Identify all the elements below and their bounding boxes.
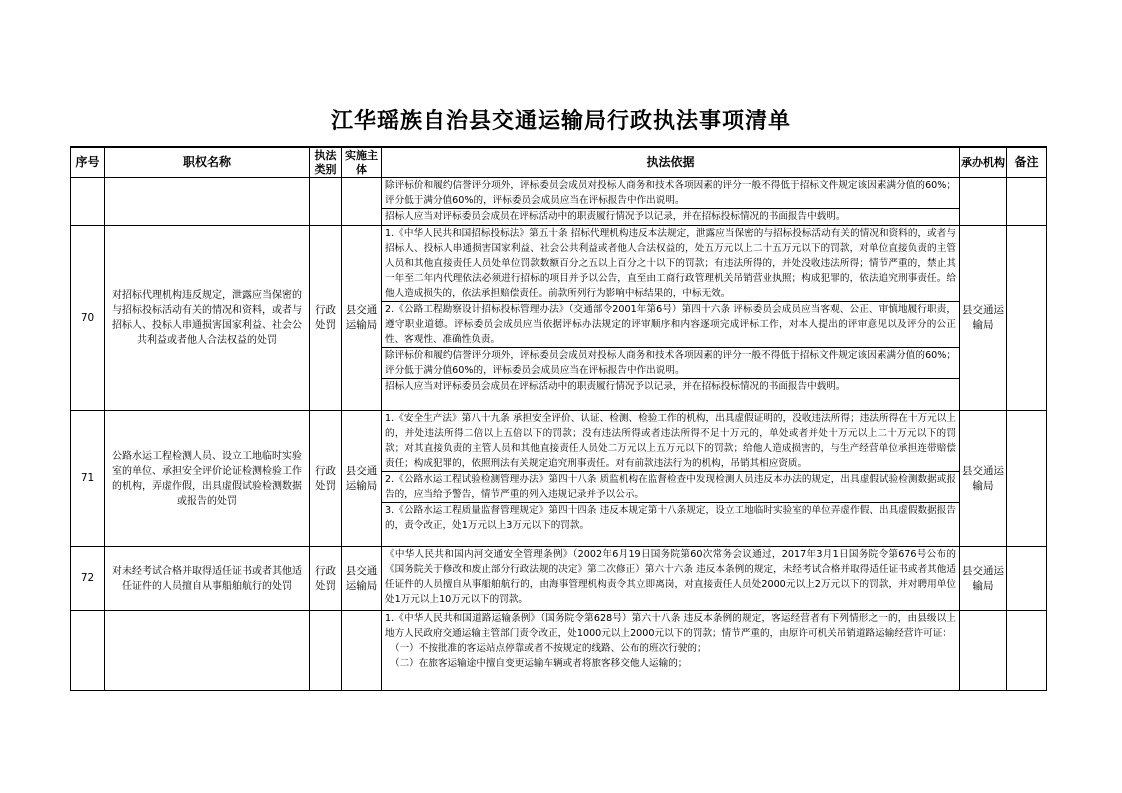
header-row	[71, 147, 1047, 178]
basis-paragraph: 《中华人民共和国内河交通安全管理条例》（2002年6月19日国务院第60次常务会议通过，2017年3月1日国务院令第676号公布的《国务院关于修改和废止部分行政法规的决定》第二次修正）第六十六条 违反本条例的规定，未经考试合格并取得适任证书或者其他适任证件的人员擅自从事船舶航行的，由海事管理机构责令其立即离岗，对直接责任人员处2000元以上2万元以下的罚款，并对聘用单位处1万元以上10万元以下的罚款。	[385, 549, 956, 605]
header-seq: 序号	[71, 147, 105, 178]
row-seq: 70	[71, 226, 105, 411]
table-row	[71, 547, 1047, 611]
row-remark	[1007, 611, 1047, 691]
row-seq: 72	[71, 547, 105, 611]
enforcement-table	[70, 146, 1047, 691]
row-seq: 71	[71, 411, 105, 547]
basis-paragraph: 2.《公路水运工程试验检测管理办法》第四十八条 质监机构在监督检查中发现检测人员违反本办法的规定，出具虚假试验检测数据或报告的，应当给予警告，情节严重的列入违规记录并予以公示。	[382, 471, 959, 502]
basis-paragraph: 1.《中华人民共和国道路运输条例》（国务院令第628号）第六十八条 违反本条例的规定，客运经营者有下列情形之一的，由县级以上地方人民政府交通运输主管部门责令改正，处1000元以上2000元以下的罚款；情节严重的，由原许可机关吊销道路运输经营许可证：	[385, 613, 956, 639]
row-type: 行政处罚	[310, 547, 342, 611]
row-basis	[382, 226, 960, 411]
table-row	[71, 411, 1047, 547]
row-name: 对招标代理机构违反规定，泄露应当保密的与招标投标活动有关的情况和资料，或者与招标人、投标人串通损害国家利益、社会公共利益或者他人合法权益的处罚	[105, 226, 310, 411]
row-basis	[382, 411, 960, 547]
basis-paragraph: 3.《公路水运工程质量监督管理规定》第四十四条 违反本规定第十八条规定，设立工地临时实验室的单位弄虚作假、出具虚假数据报告的，责令改正，处1万元以上3万元以下的罚款。	[382, 502, 959, 533]
row-name	[105, 178, 310, 226]
header-remark: 备注	[1007, 147, 1047, 178]
table-row	[71, 226, 1047, 411]
header-org: 承办机构	[960, 147, 1007, 178]
row-remark	[1007, 226, 1047, 411]
row-subject: 县交通运输局	[342, 411, 382, 547]
basis-paragraph: （一）不按批准的客运站点停靠或者不按规定的线路、公布的班次行驶的；	[390, 643, 707, 654]
header-type: 执法类别	[310, 147, 342, 178]
row-org: 县交通运输局	[960, 226, 1007, 411]
basis-paragraph: 1.《安全生产法》第八十九条 承担安全评价、认证、检测、检验工作的机构，出具虚假证明的，没收违法所得；违法所得在十万元以上的，并处违法所得二倍以上五倍以下的罚款；没有违法所得或者违法所得不足十万元的，单处或者并处十万元以上二十万元以下的罚款；对其直接负责的主管人员和其他直接责任人员处二万元以上五万元以下的罚款；给他人造成损害的，与生产经营单位承担连带赔偿责任；构成犯罪的，依照刑法有关规定追究刑事责任。对有前款违法行为的机构，吊销其相应资质。	[385, 413, 956, 469]
row-remark	[1007, 411, 1047, 547]
row-org: 县交通运输局	[960, 411, 1007, 547]
row-org	[960, 611, 1007, 691]
row-subject: 县交通运输局	[342, 226, 382, 411]
header-name: 职权名称	[105, 147, 310, 178]
row-seq	[71, 611, 105, 691]
row-type: 行政处罚	[310, 411, 342, 547]
row-subject	[342, 178, 382, 226]
basis-paragraph: 招标人应当对评标委员会成员在评标活动中的职责履行情况予以记录，并在招标投标情况的书面报告中载明。	[382, 378, 959, 394]
row-subject	[342, 611, 382, 691]
row-subject: 县交通运输局	[342, 547, 382, 611]
page-title: 江华瑶族自治县交通运输局行政执法事项清单	[330, 108, 791, 134]
row-org: 县交通运输局	[960, 547, 1007, 611]
row-name: 公路水运工程检测人员、设立工地临时实验室的单位、承担安全评价论证检测检验工作的机构，弄虚作假，出具虚假试验检测数据或报告的处罚	[105, 411, 310, 547]
row-remark	[1007, 547, 1047, 611]
row-basis	[382, 611, 960, 691]
header-basis: 执法依据	[382, 147, 960, 178]
basis-paragraph: （二）在旅客运输途中擅自变更运输车辆或者将旅客移交他人运输的；	[390, 658, 688, 669]
row-remark	[1007, 178, 1047, 226]
row-name: 对未经考试合格并取得适任证书或者其他适任证件的人员擅自从事船舶航行的处罚	[105, 547, 310, 611]
row-org	[960, 178, 1007, 226]
row-basis	[382, 178, 960, 226]
basis-paragraph: 除评标价和履约信誉评分项外，评标委员会成员对投标人商务和技术各项因素的评分一般不得低于招标文件规定该因素满分值的60%；评分低于满分值60%的，评标委员会成员应当在评标报告中作出说明。	[382, 347, 959, 378]
basis-paragraph: 2.《公路工程勘察设计招标投标管理办法》（交通部令2001年第6号）第四十六条 评标委员会成员应当客观、公正、审慎地履行职责，遵守职业道德。评标委员会成员应当依据评标办法规定的评审顺序和内容逐项完成评标工作，对本人提出的评审意见以及评分的公正性、客观性、准确性负责。	[382, 301, 959, 347]
row-name	[105, 611, 310, 691]
basis-paragraph: 1.《中华人民共和国招标投标法》第五十条 招标代理机构违反本法规定，泄露应当保密的与招标投标活动有关的情况和资料的，或者与招标人、投标人串通损害国家利益、社会公共利益或者他人合法权益的，处五万元以上二十五万元以下的罚款，对单位直接负责的主管人员和其他直接责任人员处单位罚款数额百分之五以上百分之十以下的罚款；有违法所得的，并处没收违法所得；情节严重的，禁止其一年至二年内代理依法必须进行招标的项目并予以公告，直至由工商行政管理机关吊销营业执照；构成犯罪的，依法追究刑事责任。给他人造成损失的，依法承担赔偿责任。前款所列行为影响中标结果的，中标无效。	[385, 228, 956, 299]
table-row	[71, 611, 1047, 691]
basis-paragraph: 招标人应当对评标委员会成员在评标活动中的职责履行情况予以记录，并在招标投标情况的书面报告中载明。	[382, 208, 959, 224]
basis-paragraph: 除评标价和履约信誉评分项外，评标委员会成员对投标人商务和技术各项因素的评分一般不得低于招标文件规定该因素满分值的60%；评分低于满分值60%的，评标委员会成员应当在评标报告中作出说明。	[385, 180, 956, 206]
header-subject: 实施主体	[342, 147, 382, 178]
row-type	[310, 178, 342, 226]
row-seq	[71, 178, 105, 226]
row-type: 行政处罚	[310, 226, 342, 411]
table-row	[71, 178, 1047, 226]
row-basis	[382, 547, 960, 611]
row-type	[310, 611, 342, 691]
